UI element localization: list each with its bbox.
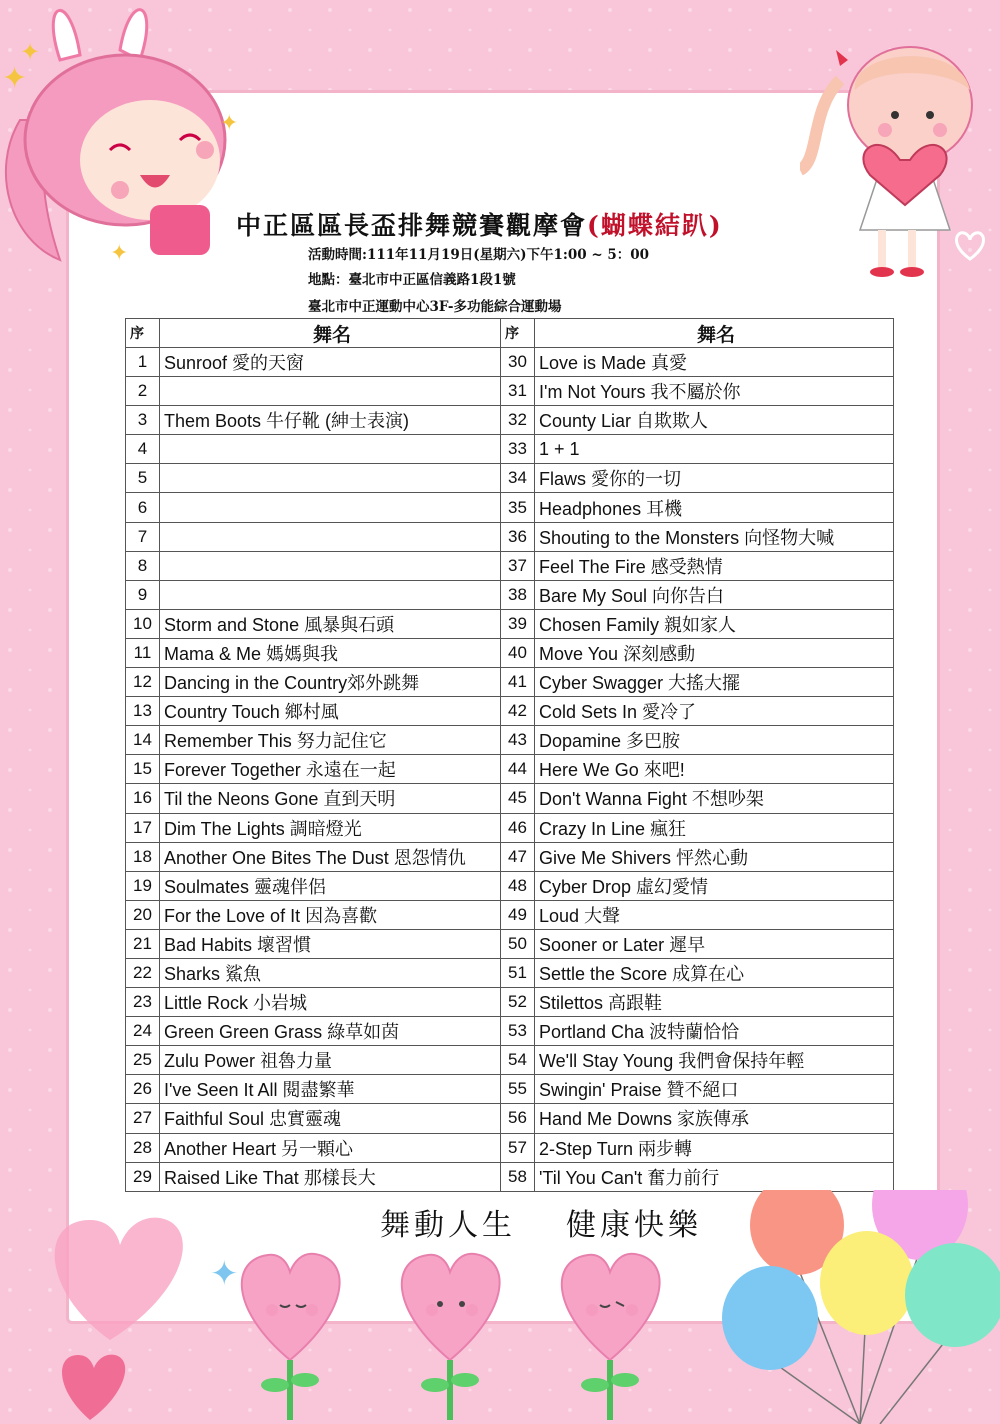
bunny-girl-illustration [0, 0, 240, 270]
dance-name: County Liar 自欺欺人 [535, 406, 894, 435]
dance-name: I've Seen It All 閱盡繁華 [160, 1075, 501, 1104]
dance-name: Dim The Lights 調暗燈光 [160, 813, 501, 842]
row-number: 25 [126, 1046, 160, 1075]
row-number: 2 [126, 377, 160, 406]
row-number: 44 [501, 755, 535, 784]
dance-name: Cyber Drop 虛幻愛情 [535, 871, 894, 900]
dance-name: Another One Bites The Dust 恩怨情仇 [160, 842, 501, 871]
header-num-right: 序 [501, 319, 535, 348]
table-row [126, 580, 894, 609]
row-number: 56 [501, 1104, 535, 1133]
dance-name: Sooner or Later 遲早 [535, 929, 894, 958]
table-row [126, 1075, 894, 1104]
header-name-left: 舞名 [160, 319, 501, 348]
row-number: 17 [126, 813, 160, 842]
row-number: 26 [126, 1075, 160, 1104]
dance-name: Love is Made 真愛 [535, 348, 894, 377]
dance-name: Little Rock 小岩城 [160, 988, 501, 1017]
row-number: 58 [501, 1162, 535, 1191]
table-row [126, 755, 894, 784]
dance-name: Soulmates 靈魂伴侶 [160, 871, 501, 900]
dance-name: 1 + 1 [535, 435, 894, 464]
dance-name: Headphones 耳機 [535, 493, 894, 522]
dance-name: We'll Stay Young 我們會保持年輕 [535, 1046, 894, 1075]
page-title [236, 206, 796, 242]
dance-name: Swingin' Praise 贊不絕口 [535, 1075, 894, 1104]
balloon-icon [820, 1231, 914, 1424]
row-number: 12 [126, 668, 160, 697]
dance-name: Don't Wanna Fight 不想吵架 [535, 784, 894, 813]
table-row [126, 842, 894, 871]
row-number: 38 [501, 580, 535, 609]
dance-name: Forever Together 永遠在一起 [160, 755, 501, 784]
svg-text:✦: ✦ [20, 38, 41, 66]
row-number: 33 [501, 435, 535, 464]
table-row [126, 871, 894, 900]
table-row [126, 377, 894, 406]
table-row [126, 522, 894, 551]
row-number: 34 [501, 464, 535, 493]
dance-name: Zulu Power 祖魯力量 [160, 1046, 501, 1075]
dance-name: Green Green Grass 綠草如茵 [160, 1017, 501, 1046]
table-row [126, 726, 894, 755]
heart-flower-icon [562, 1254, 660, 1420]
dance-name: Shouting to the Monsters 向怪物大喊 [535, 522, 894, 551]
row-number: 29 [126, 1162, 160, 1191]
svg-text:✦: ✦ [2, 61, 28, 96]
table-row [126, 609, 894, 638]
row-number: 55 [501, 1075, 535, 1104]
dance-name: Settle the Score 成算在心 [535, 958, 894, 987]
table-row [126, 551, 894, 580]
heart-flower-icon [242, 1254, 340, 1420]
dance-name: Mama & Me 媽媽與我 [160, 638, 501, 667]
row-number: 6 [126, 493, 160, 522]
dance-name: Loud 大聲 [535, 900, 894, 929]
row-number: 11 [126, 638, 160, 667]
table-row [126, 900, 894, 929]
table-row [126, 638, 894, 667]
row-number: 5 [126, 464, 160, 493]
row-number: 51 [501, 958, 535, 987]
table-row [126, 929, 894, 958]
row-number: 10 [126, 609, 160, 638]
dance-name: I'm Not Yours 我不屬於你 [535, 377, 894, 406]
dance-name: Another Heart 另一顆心 [160, 1133, 501, 1162]
dance-name: Chosen Family 親如家人 [535, 609, 894, 638]
dance-name [160, 580, 501, 609]
table-body [126, 348, 894, 1192]
heart-icon [55, 1218, 183, 1340]
dance-name: Sunroof 愛的天窗 [160, 348, 501, 377]
row-number: 52 [501, 988, 535, 1017]
row-number: 32 [501, 406, 535, 435]
row-number: 15 [126, 755, 160, 784]
dance-name: Faithful Soul 忠實靈魂 [160, 1104, 501, 1133]
header-num-left: 序 [126, 319, 160, 348]
dance-name [160, 551, 501, 580]
table-row [126, 1133, 894, 1162]
table-row [126, 958, 894, 987]
dance-name: Storm and Stone 風暴與石頭 [160, 609, 501, 638]
header-name-right: 舞名 [535, 319, 894, 348]
row-number: 43 [501, 726, 535, 755]
dance-name: Move You 深刻感動 [535, 638, 894, 667]
dance-name: Country Touch 鄉村風 [160, 697, 501, 726]
row-number: 18 [126, 842, 160, 871]
row-number: 22 [126, 958, 160, 987]
table-row [126, 1104, 894, 1133]
table-row [126, 813, 894, 842]
sparkle-icon [0, 58, 40, 98]
dance-name: 2-Step Turn 兩步轉 [535, 1133, 894, 1162]
row-number: 48 [501, 871, 535, 900]
dance-name: Here We Go 來吧! [535, 755, 894, 784]
dance-name: Bad Habits 壞習慣 [160, 929, 501, 958]
row-number: 57 [501, 1133, 535, 1162]
row-number: 3 [126, 406, 160, 435]
slogan-left: 舞動人生 [380, 1208, 516, 1243]
table-row [126, 1017, 894, 1046]
row-number: 37 [501, 551, 535, 580]
table-row [126, 1046, 894, 1075]
row-number: 28 [126, 1133, 160, 1162]
row-number: 46 [501, 813, 535, 842]
table-row [126, 1162, 894, 1191]
dance-name [160, 377, 501, 406]
dance-name: Flaws 愛你的一切 [535, 464, 894, 493]
row-number: 20 [126, 900, 160, 929]
sparkle-icon [210, 1254, 239, 1294]
row-number: 39 [501, 609, 535, 638]
dance-name: Crazy In Line 瘋狂 [535, 813, 894, 842]
dance-name: Dopamine 多巴胺 [535, 726, 894, 755]
row-number: 7 [126, 522, 160, 551]
heart-icon [950, 225, 990, 265]
dance-name: Dancing in the Country郊外跳舞 [160, 668, 501, 697]
row-number: 49 [501, 900, 535, 929]
row-number: 4 [126, 435, 160, 464]
dance-table [125, 318, 894, 1192]
table-row [126, 784, 894, 813]
dance-name [160, 522, 501, 551]
dance-name: Them Boots 牛仔靴 (紳士表演) [160, 406, 501, 435]
row-number: 50 [501, 929, 535, 958]
row-number: 13 [126, 697, 160, 726]
row-number: 45 [501, 784, 535, 813]
row-number: 9 [126, 580, 160, 609]
svg-text:✦: ✦ [220, 111, 239, 136]
table-row [126, 697, 894, 726]
dance-name: Portland Cha 波特蘭恰恰 [535, 1017, 894, 1046]
row-number: 36 [501, 522, 535, 551]
table-row [126, 348, 894, 377]
row-number: 30 [501, 348, 535, 377]
bottom-decoration [0, 1190, 1000, 1424]
svg-text:✦: ✦ [110, 241, 129, 266]
row-number: 40 [501, 638, 535, 667]
row-number: 8 [126, 551, 160, 580]
slogan-right: 健康快樂 [566, 1208, 702, 1243]
row-number: 14 [126, 726, 160, 755]
row-number: 27 [126, 1104, 160, 1133]
table-header-row [126, 319, 894, 348]
row-number: 54 [501, 1046, 535, 1075]
dance-name: 'Til You Can't 奮力前行 [535, 1162, 894, 1191]
event-place: 地點：臺北市中正區信義路1段1號 [308, 272, 516, 288]
row-number: 41 [501, 668, 535, 697]
row-number: 1 [126, 348, 160, 377]
title-main: 中正區區長盃排舞競賽觀摩會 [236, 211, 588, 240]
table-row [126, 464, 894, 493]
heart-icon [62, 1355, 125, 1420]
dance-name: Cyber Swagger 大搖大擺 [535, 668, 894, 697]
dance-name: Remember This 努力記住它 [160, 726, 501, 755]
row-number: 47 [501, 842, 535, 871]
dance-name: Til the Neons Gone 直到天明 [160, 784, 501, 813]
dance-name [160, 435, 501, 464]
dance-name: Hand Me Downs 家族傳承 [535, 1104, 894, 1133]
heart-flower-icon [402, 1254, 500, 1420]
table-row [126, 406, 894, 435]
dance-name: Feel The Fire 感受熱情 [535, 551, 894, 580]
table-row [126, 435, 894, 464]
dance-name: Cold Sets In 愛冷了 [535, 697, 894, 726]
row-number: 24 [126, 1017, 160, 1046]
table-row [126, 668, 894, 697]
table-row [126, 493, 894, 522]
title-group: (蝴蝶結趴) [587, 211, 723, 240]
row-number: 42 [501, 697, 535, 726]
dance-name: For the Love of It 因為喜歡 [160, 900, 501, 929]
dance-name [160, 464, 501, 493]
dance-name: Sharks 鯊魚 [160, 958, 501, 987]
row-number: 53 [501, 1017, 535, 1046]
row-number: 31 [501, 377, 535, 406]
row-number: 23 [126, 988, 160, 1017]
row-number: 21 [126, 929, 160, 958]
table-row [126, 988, 894, 1017]
row-number: 16 [126, 784, 160, 813]
dance-name [160, 493, 501, 522]
row-number: 35 [501, 493, 535, 522]
event-time: 活動時間:111年11月19日(星期六)下午1:00 ~ 5：00 [308, 247, 650, 263]
dance-name: Bare My Soul 向你告白 [535, 580, 894, 609]
dance-name: Give Me Shivers 怦然心動 [535, 842, 894, 871]
dance-name: Stilettos 高跟鞋 [535, 988, 894, 1017]
row-number: 19 [126, 871, 160, 900]
dance-name: Raised Like That 那樣長大 [160, 1162, 501, 1191]
event-venue: 臺北市中正運動中心3F-多功能綜合運動場 [308, 299, 562, 315]
svg-text:✦: ✦ [210, 1254, 239, 1294]
